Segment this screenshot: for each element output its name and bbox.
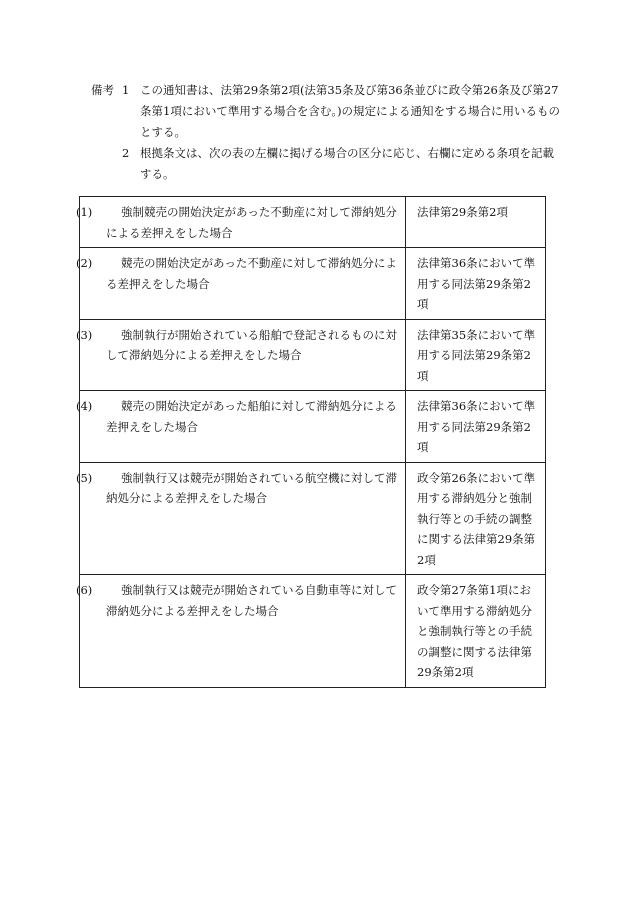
note-item-2 [91, 143, 561, 185]
case-cell [76, 248, 406, 320]
case-text: 強制執行が開始されている船舶で登記されるものに対して滞納処分による差押えをした場合 [106, 327, 397, 362]
table-row [80, 575, 546, 688]
note-number: 2 [122, 146, 130, 160]
case-number: (4) [76, 399, 93, 413]
case-text: 強制競売の開始決定があった不動産に対して滞納処分による差押えをした場合 [106, 205, 397, 240]
case-cell [76, 319, 406, 391]
case-text: 強制執行又は競売が開始されている航空機に対して滞納処分による差押えをした場合 [106, 470, 397, 505]
article-cell: 法律第35条において準用する同法第29条第2項 [406, 319, 546, 391]
notes-section [91, 80, 561, 185]
article-cell: 政令第26条において準用する滞納処分と強制執行等との手続の調整に関する法律第29条第2項 [406, 462, 546, 575]
notes-heading: 備考 [91, 83, 114, 97]
note-item-1 [91, 80, 561, 143]
table-row [80, 197, 546, 248]
case-number: (6) [76, 583, 93, 597]
case-text: 競売の開始決定があった船舶に対して滞納処分による差押えをした場合 [106, 399, 397, 434]
case-text: 強制執行又は競売が開始されている自動車等に対して滞納処分による差押えをした場合 [106, 583, 397, 618]
table-row [80, 462, 546, 575]
article-cell: 政令第27条第1項において準用する滞納処分と強制執行等との手続の調整に関する法律第29条第2項 [406, 575, 546, 688]
note-text: この通知書は、法第29条第2項(法第35条及び第36条並びに政令第26条及び第27条第1項において準用する場合を含む。)の規定による通知をする場合に用いるものとする。 [140, 83, 561, 139]
basis-article-table [76, 196, 546, 688]
table-row [80, 319, 546, 391]
case-number: (5) [76, 470, 93, 485]
case-cell [76, 575, 406, 688]
case-text: 競売の開始決定があった不動産に対して滞納処分による差押えをした場合 [106, 256, 397, 291]
case-number: (3) [76, 327, 93, 342]
article-cell: 法律第29条第2項 [406, 197, 546, 248]
case-cell [76, 462, 406, 575]
article-cell: 法律第36条において準用する同法第29条第2項 [406, 391, 546, 463]
note-text: 根拠条文は、次の表の左欄に掲げる場合の区分に応じ、右欄に定める条項を記載する。 [140, 146, 554, 181]
case-cell [76, 391, 406, 463]
article-cell: 法律第36条において準用する同法第29条第2項 [406, 248, 546, 320]
case-number: (1) [76, 205, 93, 219]
table-row [80, 248, 546, 320]
case-cell [76, 197, 406, 248]
table-row [80, 391, 546, 463]
case-number: (2) [76, 256, 93, 270]
note-number: 1 [122, 83, 130, 97]
